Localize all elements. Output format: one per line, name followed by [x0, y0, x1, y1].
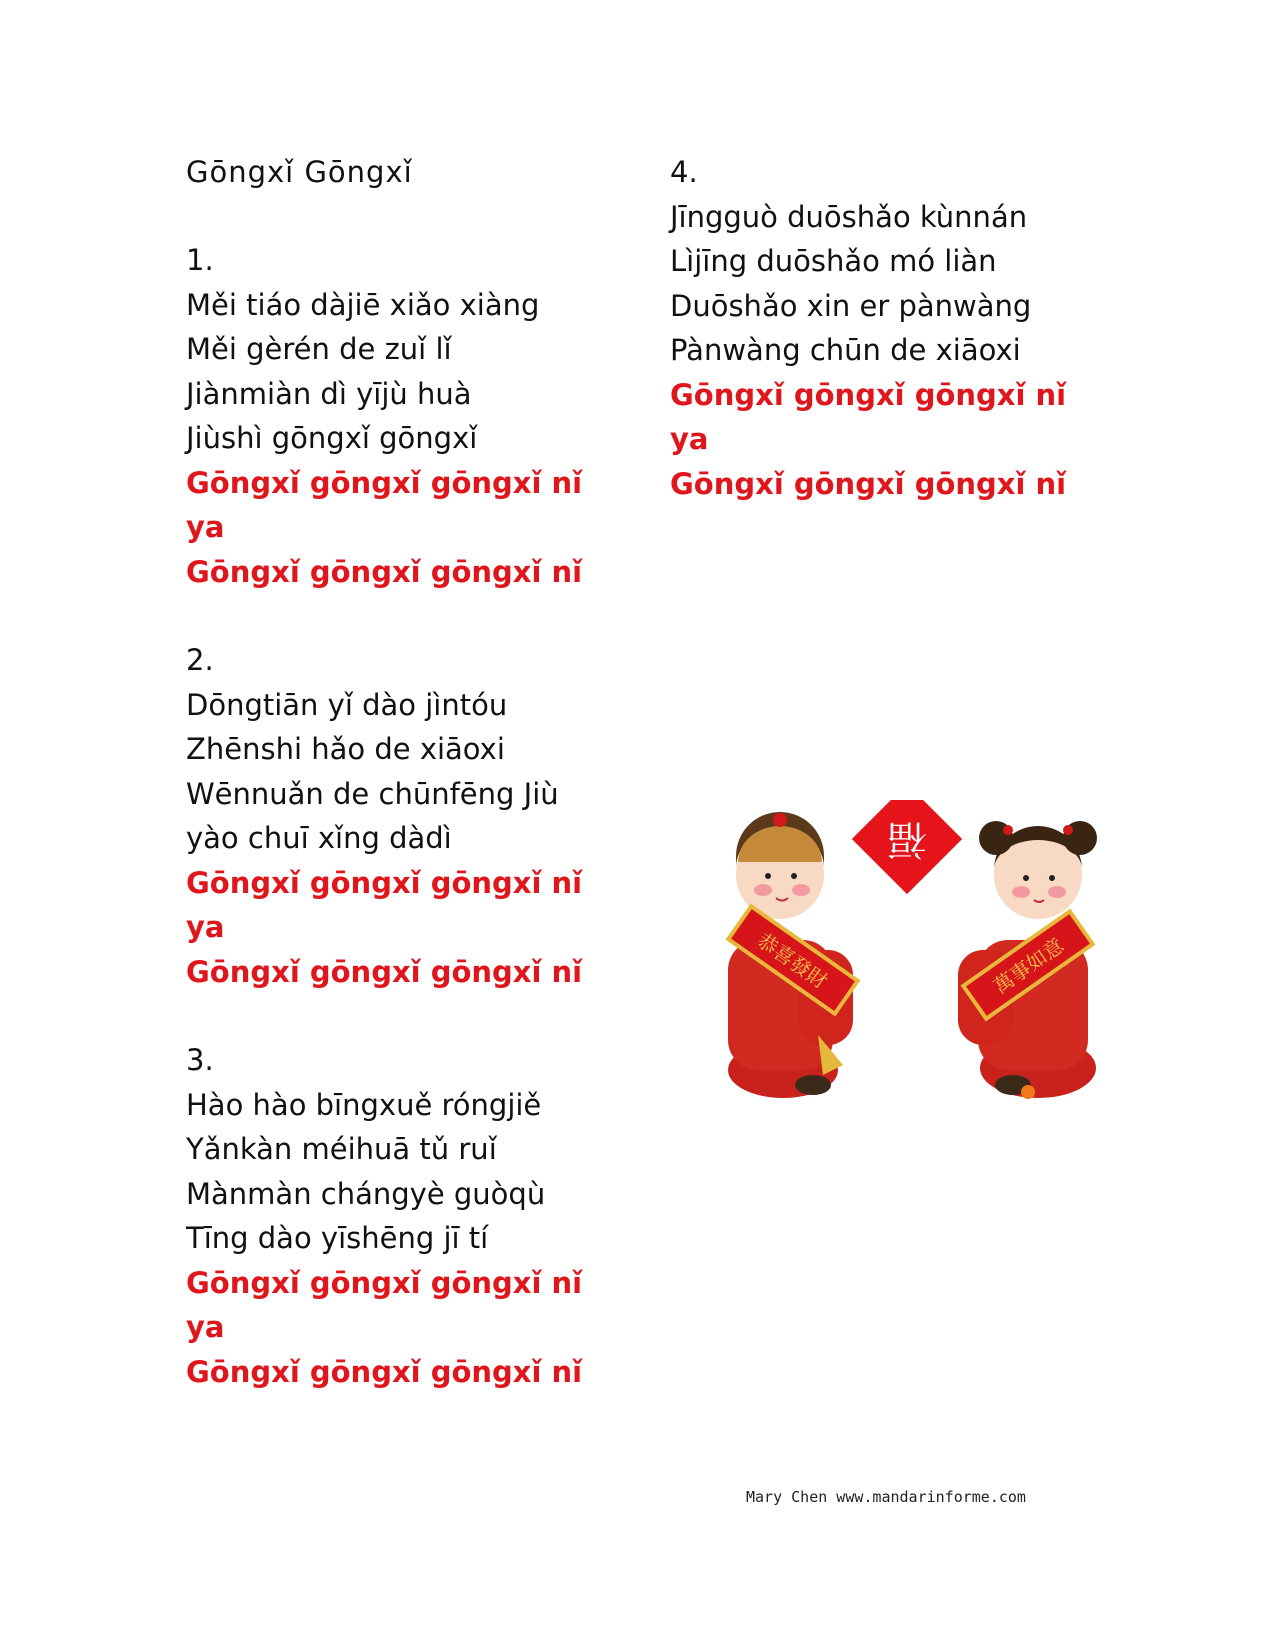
- verse-number: 3.: [186, 1043, 214, 1077]
- lyric-line: Lìjīng duōshǎo mó liàn: [670, 244, 997, 278]
- verse-2: [186, 638, 626, 994]
- lyric-line: Wēnnuǎn de chūnfēng Jiù: [186, 776, 559, 811]
- lyric-line: Pànwàng chūn de xiāoxi: [670, 333, 1021, 367]
- new-year-children-illustration: [708, 800, 1128, 1110]
- chorus-line: Gōngxǐ gōngxǐ gōngxǐ nǐ: [186, 554, 583, 589]
- right-column: [670, 150, 1110, 550]
- left-column: [186, 150, 626, 1438]
- lyric-line: Tīng dào yīshēng jī tí: [186, 1221, 489, 1255]
- verse-number: 1.: [186, 243, 214, 277]
- lyric-line: Měi tiáo dàjiē xiǎo xiàng: [186, 287, 540, 322]
- boy-scroll-text: 恭喜發財: [752, 928, 833, 994]
- lyric-line: Mànmàn chángyè guòqù: [186, 1176, 546, 1211]
- verse-number: 2.: [186, 643, 214, 677]
- boy-figure: [728, 812, 858, 1098]
- lyric-line: Měi gèrén de zuǐ lǐ: [186, 332, 452, 366]
- lyric-line: Hào hào bīngxuě róngjiě: [186, 1087, 542, 1122]
- lyric-line: Dōngtiān yǐ dào jìntóu: [186, 687, 508, 722]
- chorus-line: Gōngxǐ gōngxǐ gōngxǐ nǐ ya: [186, 465, 593, 544]
- lyric-line: Zhēnshi hǎo de xiāoxi: [186, 732, 505, 766]
- chorus-line: Gōngxǐ gōngxǐ gōngxǐ nǐ ya: [670, 377, 1077, 456]
- chorus-line: Gōngxǐ gōngxǐ gōngxǐ nǐ ya: [186, 865, 593, 944]
- lyric-line: Yǎnkàn méihuā tǔ ruǐ: [186, 1132, 497, 1166]
- chorus-line: Gōngxǐ gōngxǐ gōngxǐ nǐ: [186, 1354, 583, 1389]
- fu-character: 福: [887, 816, 927, 862]
- chorus-line: Gōngxǐ gōngxǐ gōngxǐ nǐ: [186, 954, 583, 989]
- girl-scroll-text: 萬事如意: [988, 933, 1069, 999]
- girl-figure: [958, 821, 1097, 1099]
- lyric-line: Jiànmiàn dì yījù huà: [186, 376, 472, 411]
- lyric-line: Jiùshì gōngxǐ gōngxǐ: [186, 421, 478, 455]
- verse-number: 4.: [670, 155, 698, 189]
- verse-3: [186, 1038, 626, 1394]
- verse-4: [670, 150, 1110, 506]
- fu-diamond-icon: [852, 800, 962, 894]
- lyric-line: Jīngguò duōshǎo kùnnán: [670, 199, 1028, 234]
- verse-1: [186, 238, 626, 594]
- song-title: Gōngxǐ Gōngxǐ: [186, 155, 413, 189]
- lyric-line: Duōshǎo xin er pànwàng: [670, 288, 1032, 323]
- lyric-line: yào chuī xǐng dàdì: [186, 821, 452, 855]
- footer-credit: Mary Chen www.mandarinforme.com: [746, 1488, 1026, 1506]
- chorus-line: Gōngxǐ gōngxǐ gōngxǐ nǐ: [670, 466, 1067, 501]
- chorus-line: Gōngxǐ gōngxǐ gōngxǐ nǐ ya: [186, 1265, 593, 1344]
